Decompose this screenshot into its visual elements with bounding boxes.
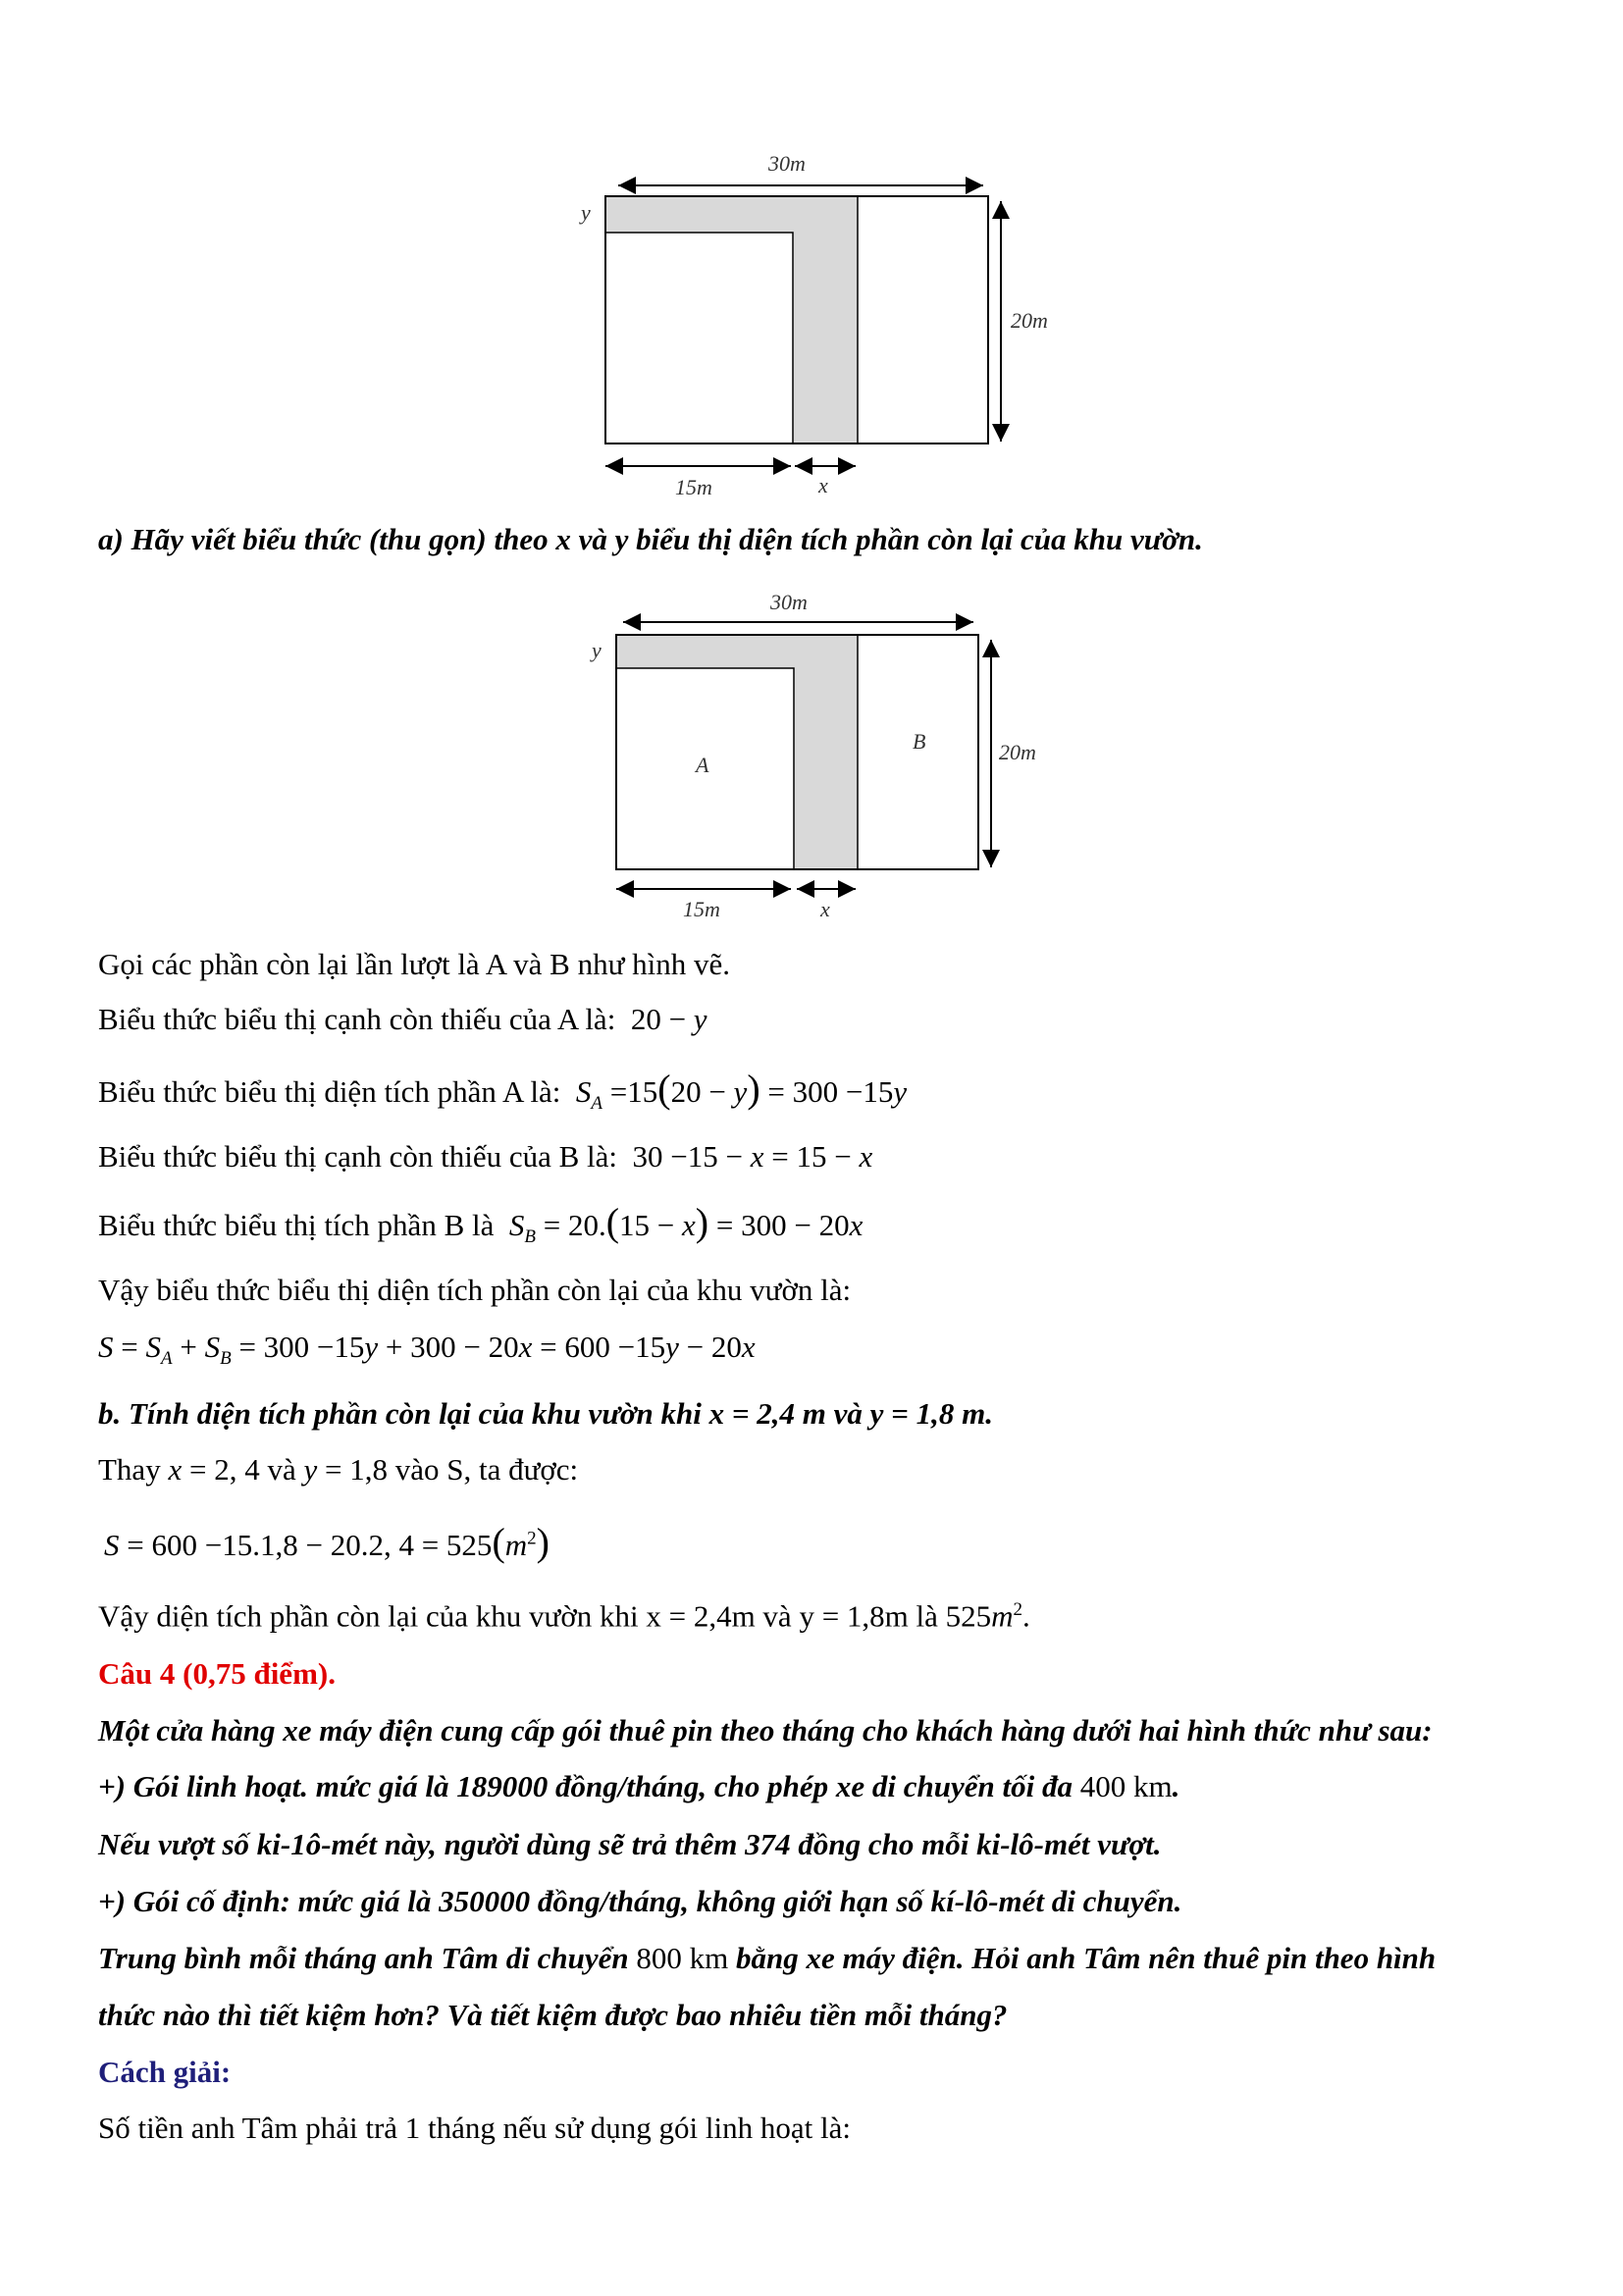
math: =15: [609, 1074, 658, 1109]
solution-a-line-1: Gọi các phần còn lại lần lượt là A và B như hình vẽ.: [98, 947, 731, 981]
text: = 1,8 vào S, ta được:: [317, 1452, 579, 1487]
shaded-path-vertical: [793, 233, 858, 444]
math-var: x: [518, 1330, 533, 1364]
math-var: y: [733, 1074, 748, 1109]
label-b: B: [913, 729, 926, 754]
solution-4-heading: Cách giải:: [98, 2055, 232, 2089]
math-var: x: [859, 1139, 873, 1174]
question-4-p6: thức nào thì tiết kiệm hơn? Và tiết kiệm được bao nhiêu tiền mỗi tháng?: [98, 1998, 1008, 2032]
superscript: 2: [1013, 1599, 1023, 1620]
text: Thay: [98, 1452, 169, 1487]
paren: (: [657, 1067, 671, 1111]
label-15m: 15m: [675, 475, 712, 499]
part-a-question: a) Hãy viết biểu thức (thu gọn) theo x và y biểu thị diện tích phần còn lại của khu vườn.: [98, 522, 1203, 556]
math: 400 km: [1079, 1769, 1173, 1803]
path-inner-edge: [605, 233, 793, 444]
subscript: B: [524, 1226, 536, 1248]
math-var: m: [504, 1528, 528, 1562]
solution-b-line-3: [98, 1598, 1030, 1634]
label-20m: 20m: [999, 740, 1036, 764]
label-x: x: [820, 897, 830, 921]
solution-4-line-1: Số tiền anh Tâm phải trả 1 tháng nếu sử dụng gói linh hoạt là:: [98, 2111, 851, 2145]
math-var: S: [145, 1330, 161, 1364]
part-b-question: b. Tính diện tích phần còn lại của khu vườn khi x = 2,4 m và y = 1,8 m.: [98, 1396, 993, 1431]
text: .: [1172, 1769, 1180, 1803]
math: 15 −: [619, 1208, 683, 1242]
math-var: y: [693, 1002, 707, 1036]
shaded-path-vertical: [794, 668, 858, 869]
label-y: y: [581, 200, 591, 225]
math-var: y: [364, 1330, 379, 1364]
solution-b-line-1: [98, 1454, 578, 1485]
garden-outline: [605, 196, 988, 444]
text: Biểu thức biểu thị cạnh còn thiếu của B là:: [98, 1139, 618, 1174]
label-15m: 15m: [683, 897, 720, 921]
math-var: y: [665, 1330, 679, 1364]
question-4-p5: [98, 1943, 1436, 1973]
math: = 300 −15: [231, 1330, 365, 1364]
math-var: x: [741, 1330, 756, 1364]
paren: ): [536, 1520, 550, 1564]
text: Biểu thức biểu thị diện tích phần A là:: [98, 1074, 561, 1109]
text: bằng xe máy điện. Hỏi anh Tâm nên thuê pin theo hình: [728, 1941, 1437, 1975]
paren: (: [492, 1520, 505, 1564]
label-20m: 20m: [1011, 308, 1048, 333]
math: 20 −: [630, 1002, 687, 1036]
text: Biểu thức biểu thị tích phần B là: [98, 1208, 495, 1242]
math: 800 km: [636, 1941, 729, 1975]
paren: ): [747, 1067, 760, 1111]
math-var: S: [508, 1208, 525, 1242]
solution-a-line-7: [98, 1331, 756, 1368]
solution-a-line-4: [98, 1141, 872, 1172]
math-var: x: [849, 1208, 864, 1242]
text: Trung bình mỗi tháng anh Tâm di chuyển: [98, 1941, 637, 1975]
text: .: [1022, 1598, 1030, 1634]
math: + 300 − 20: [378, 1330, 519, 1364]
question-4-p1: Một cửa hàng xe máy điện cung cấp gói thuê pin theo tháng cho khách hàng dưới hai hình thức như sau:: [98, 1713, 1433, 1748]
label-y: y: [592, 638, 602, 662]
math: = 300 − 20: [708, 1208, 850, 1242]
superscript: 2: [527, 1528, 537, 1549]
math: 30 −15 −: [632, 1139, 751, 1174]
path-inner-edge: [616, 668, 794, 869]
question-4-heading: Câu 4 (0,75 điểm).: [98, 1656, 336, 1691]
question-4-p4: +) Gói cố định: mức giá là 350000 đồng/tháng, không giới hạn số kí-lô-mét di chuyển.: [98, 1884, 1182, 1918]
text: Biểu thức biểu thị cạnh còn thiếu của A là:: [98, 1002, 616, 1036]
solution-b-line-2: [104, 1520, 550, 1564]
math: = 600 −15: [532, 1330, 666, 1364]
math-var: y: [303, 1452, 318, 1487]
math: = 20.: [535, 1208, 606, 1242]
math: = 300 −15: [759, 1074, 894, 1109]
subscript: B: [220, 1348, 232, 1370]
label-30m: 30m: [768, 151, 806, 176]
subscript: A: [160, 1348, 173, 1370]
math: 20 −: [670, 1074, 734, 1109]
subscript: A: [591, 1093, 602, 1115]
paren: (: [605, 1200, 620, 1244]
math: − 20: [678, 1330, 742, 1364]
solution-a-line-6: Vậy biểu thức biểu thị diện tích phần còn lại của khu vườn là:: [98, 1273, 852, 1307]
text: Vậy diện tích phần còn lại của khu vườn khi x = 2,4m và y = 1,8m là 525: [98, 1598, 992, 1634]
label-30m: 30m: [770, 590, 808, 614]
math-var: x: [750, 1139, 764, 1174]
paren: ): [695, 1200, 709, 1244]
text: +) Gói linh hoạt. mức giá là 189000 đồng/tháng, cho phép xe di chuyển tối đa: [98, 1769, 1080, 1803]
question-4-p2: [98, 1771, 1179, 1801]
garden-figure-1: [579, 151, 1048, 499]
math-var: x: [682, 1208, 696, 1242]
label-a: A: [696, 753, 709, 777]
math-var: y: [893, 1074, 908, 1109]
shaded-path: [605, 196, 858, 233]
question-4-p3: Nếu vượt số ki-1ô-mét này, người dùng sẽ trả thêm 374 đồng cho mỗi ki-lô-mét vượt.: [98, 1827, 1162, 1861]
math-var: S: [204, 1330, 221, 1364]
math: =: [113, 1330, 146, 1364]
solution-a-line-5: [98, 1200, 864, 1248]
math: = 600 −15.1,8 − 20.2, 4 = 525: [119, 1528, 493, 1562]
garden-outline: [616, 635, 978, 869]
solution-a-line-3: [98, 1067, 908, 1115]
math: = 15 −: [763, 1139, 860, 1174]
garden-figure-2: [590, 590, 1036, 921]
math: +: [172, 1330, 205, 1364]
math-var: m: [991, 1598, 1014, 1634]
shaded-path: [616, 635, 858, 668]
label-x: x: [818, 473, 828, 497]
math-var: S: [98, 1330, 114, 1364]
math-var: S: [104, 1528, 120, 1562]
text: = 2, 4 và: [182, 1452, 304, 1487]
solution-a-line-2: [98, 1004, 707, 1034]
math-var: S: [575, 1074, 592, 1109]
math-var: x: [168, 1452, 183, 1487]
